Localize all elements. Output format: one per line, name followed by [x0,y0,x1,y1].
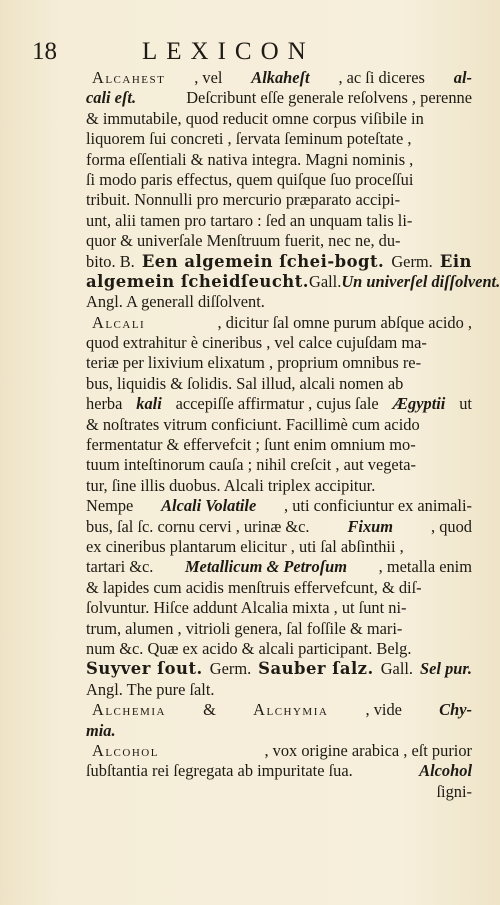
text-run: unt, alii tamen pro tartaro : ſed an unquam talis li- [86,210,413,230]
text-line [86,557,472,577]
text-run: bito. B. [86,251,135,271]
text-run: ſubſtantia rei ſegregata ab impuritate ſua. [86,761,353,781]
text-line [86,578,472,598]
text-line [86,190,472,210]
text-line [86,537,472,557]
text-line [86,619,472,639]
text-line [86,252,472,272]
text-run: , ac ſi diceres [338,68,425,87]
page-number: 18 [32,38,57,65]
text-line [86,129,472,149]
text-line [86,639,472,659]
italic-term: Alkaheſt [251,68,310,87]
text-run: Gall. [309,271,342,291]
text-run: tribuit. Nonnulli pro mercurio præparato accipi- [86,190,401,210]
text-run: Angl. The pure ſalt. [86,679,215,699]
text-run: Germ. [391,251,433,271]
text-line [86,231,472,251]
italic-term: Ægyptii [392,394,446,414]
text-run: tuum inteſtinorum cauſa ; nihil creſcit , aut vegeta- [86,455,416,475]
entry-headword: Alchemia [92,700,166,720]
text-line [86,659,472,679]
text-line [86,170,472,190]
catchword-line [86,782,472,802]
text-run: ſi modo paris effectus, quem quiſque ſuo proceſſui [86,169,414,189]
text-line [86,598,472,618]
text-run: trum, alumen , vitrioli genera, ſal foſſile & mari- [86,618,403,638]
italic-term: al- [453,68,472,87]
text-line [86,435,472,455]
italic-term: Alcali Volatile [161,496,257,516]
catchword: ſigni- [436,781,472,801]
text-run: & noſtrates vitrum conficiunt. Facillimè cum acido [86,414,420,434]
text-run: bus, ſal ſc. cornu cervi , urinæ &c. [86,516,310,536]
text-line [86,109,472,129]
italic-term: Chy- [439,700,472,720]
italic-term: Alcohol [419,761,472,781]
italic-term: mia. [86,720,116,740]
italic-term: Metallicum & Petroſum [184,557,348,577]
text-line [86,721,472,741]
running-head: LEXICON [142,38,315,65]
italic-term: Un univerſel diſſolvent. [341,271,500,291]
text-run: & [203,700,216,720]
text-run: bus, liquidis & ſolidis. Sal illud, alcali nomen ab [86,373,404,393]
gothic-term: Sauber ſalz. [258,659,374,679]
text-run: Angl. A generall diſſolvent. [86,292,265,312]
text-run: ſolvuntur. Hiſce addunt Alcalia mixta , ut ſunt ni- [86,598,407,618]
gothic-term: Ein [439,251,472,271]
italic-term: Fixum [347,516,394,536]
text-line [86,700,472,720]
text-run: Germ. [209,659,252,679]
text-line [86,476,472,496]
lexicon-text [86,68,500,802]
entry-headword: Alcali [92,312,146,332]
text-line [86,761,472,781]
text-line [86,680,472,700]
text-line [86,271,500,292]
italic-term: cali eſt. [86,88,137,108]
text-line [86,68,472,88]
text-run: tur, ſine illis duobus. Alcali triplex accipitur. [86,475,376,495]
text-run: quod extrahitur è cineribus , vel calce cujuſdam ma- [86,333,427,353]
text-run: , vide [365,700,402,720]
text-run: , vox origine arabica , eſt purior [264,740,472,760]
text-line [86,353,472,373]
text-line [86,374,472,394]
text-line [86,292,472,312]
text-line [86,415,472,435]
text-run: ex cineribus plantarum elicitur , uti ſal abſinthii , [86,536,404,556]
text-line [86,88,472,108]
text-run: teriæ per lixivium elixatum , proprium omnibus re- [86,353,422,373]
text-run: , vel [194,68,223,87]
page-header [32,38,472,68]
text-line [86,517,472,537]
text-line [86,496,472,516]
italic-term: kali [136,394,162,414]
text-line [86,150,472,170]
entry-headword: Alchymia [253,700,329,720]
text-run: quor & univerſale Menſtruum fuerit, nec ne, du- [86,231,401,251]
text-run: herba [86,394,123,414]
text-run: Deſcribunt eſſe generale reſolvens , perenne [186,88,472,108]
text-run: liquorem ſui concreti , ſervata ſeminum poteſtate , [86,129,412,149]
text-run: & lapides cum acidis menſtruis effervefcunt, & diſ- [86,577,422,597]
text-run: fermentatur & effervefcit ; ſunt enim omnium mo- [86,435,416,455]
text-run: , quod [431,516,472,536]
text-line [86,741,472,761]
text-run: , uti conficiuntur ex animali- [284,496,472,516]
text-run: & immutabile, quod reducit omne corpus viſibile in [86,108,424,128]
text-run: tartari &c. [86,557,154,577]
text-line [86,313,472,333]
gothic-term: Een algemein ſchei-bogt. [141,251,385,271]
text-line [86,455,472,475]
text-line [86,211,472,231]
gothic-term: algemein ſcheidſeucht. [86,271,309,291]
text-line [86,333,472,353]
text-run: accepiſſe affirmatur , cujus ſale [175,394,379,414]
text-run: forma eſſentiali & nativa integra. Magni nominis , [86,149,414,169]
gothic-term: Suyver ſout. [86,659,203,679]
entry-headword: Alcohol [92,740,159,760]
text-run: , dicitur ſal omne purum abſque acido , [217,312,472,332]
entry-headword: Alcahest [92,68,166,87]
italic-term: Sel pur. [420,659,472,679]
text-run: Gall. [380,659,414,679]
text-run: num &c. Quæ ex acido & alcali participant. Belg. [86,638,412,658]
text-line [86,394,472,414]
text-run: ut [459,394,472,414]
text-run: , metalla enim [378,557,472,577]
text-run: Nempe [86,496,134,516]
